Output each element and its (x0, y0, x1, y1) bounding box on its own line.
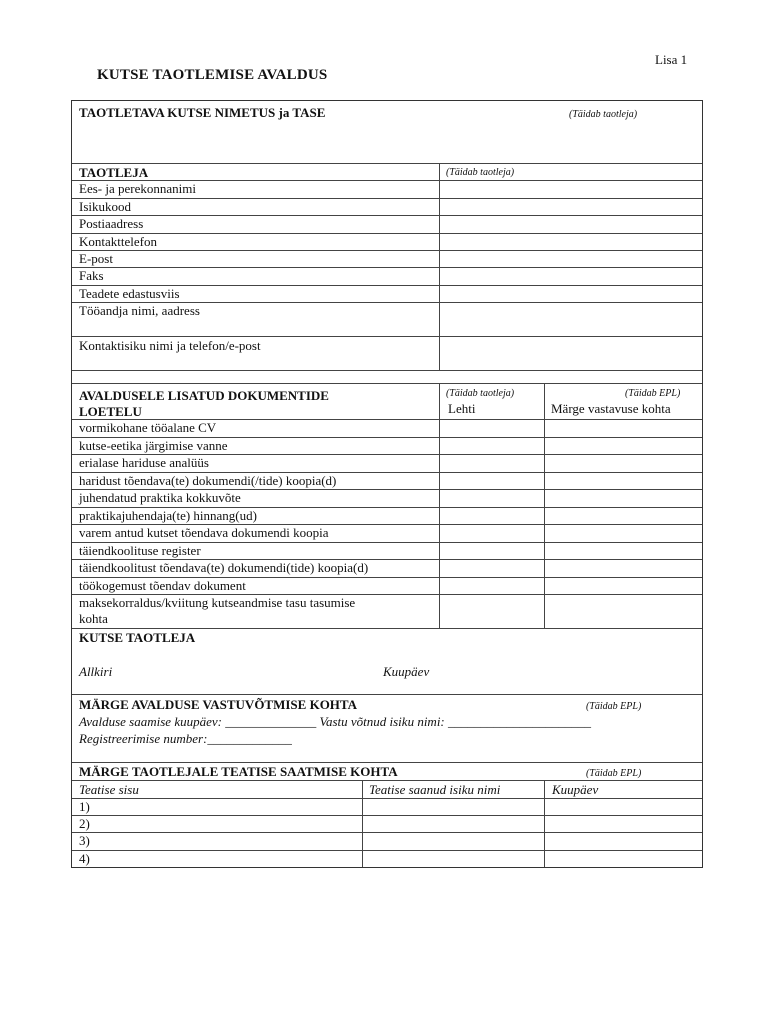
divider (72, 370, 702, 371)
divider (72, 215, 702, 216)
receipt-heading: MÄRGE AVALDUSE VASTUVÕTMISE KOHTA (79, 697, 358, 712)
field-id-code-label: Isikukood (79, 199, 131, 214)
documents-heading-line2: LOETELU (79, 404, 142, 419)
document-item: praktikajuhendaja(te) hinnang(ud) (79, 508, 257, 523)
divider (72, 694, 702, 695)
document-item: maksekorraldus/kviitung kutseandmise tasu tasumise (79, 595, 356, 610)
notice-row-number: 3) (79, 833, 90, 848)
document-item: kutse-eetika järgimise vanne (79, 438, 228, 453)
document-item: täiendkoolitust tõendava(te) dokumendi(tide) koopia(d) (79, 560, 369, 575)
divider (72, 336, 702, 337)
column-notice-content-header: Teatise sisu (79, 782, 139, 797)
divider (72, 815, 702, 816)
divider (72, 832, 702, 833)
applicant-note: (Täidab taotleja) (446, 167, 515, 178)
field-phone-label: Kontakttelefon (79, 234, 157, 249)
appendix-label: Lisa 1 (655, 52, 688, 67)
column-pages-header: Lehti (448, 401, 476, 416)
divider (72, 233, 702, 234)
field-email-label: E-post (79, 251, 113, 266)
notice-heading: MÄRGE TAOTLEJALE TEATISE SAATMISE KOHTA (79, 764, 398, 779)
divider (72, 780, 702, 781)
divider (72, 383, 702, 384)
field-employer-label: Tööandja nimi, aadress (79, 303, 200, 318)
documents-note-applicant: (Täidab taotleja) (446, 388, 515, 399)
notice-row-number: 2) (79, 816, 90, 831)
signature-date-label: Kuupäev (383, 664, 430, 679)
receipt-note: (Täidab EPL) (586, 701, 642, 712)
application-form (71, 100, 703, 868)
column-date-header: Kuupäev (552, 782, 599, 797)
field-name-label: Ees- ja perekonnanimi (79, 181, 196, 196)
notice-row-number: 4) (79, 851, 90, 866)
occupation-input[interactable] (172, 125, 592, 155)
document-item: vormikohane tööalane CV (79, 420, 217, 435)
receipt-date-line: Avalduse saamise kuupäev: ______________ Vastu võtnud isiku nimi: ______________________ (79, 714, 592, 729)
occupation-note: (Täidab taotleja) (569, 109, 638, 120)
field-contact-person-label: Kontaktisiku nimi ja telefon/e-post (79, 338, 261, 353)
column-conformity-header: Märge vastavuse kohta (551, 401, 671, 416)
divider (72, 267, 702, 268)
registration-number-line: Registreerimise number:_____________ (79, 731, 292, 746)
divider (72, 250, 702, 251)
applicant-heading: TAOTLEJA (79, 165, 149, 180)
document-item: varem antud kutset tõendava dokumendi koopia (79, 525, 329, 540)
divider (72, 762, 702, 763)
document-item: haridust tõendava(te) dokumendi(/tide) koopia(d) (79, 473, 337, 488)
divider (72, 850, 702, 851)
document-item: töökogemust tõendav dokument (79, 578, 246, 593)
divider (72, 198, 702, 199)
field-notification-method-label: Teadete edastusviis (79, 286, 180, 301)
field-postal-address-label: Postiaadress (79, 216, 144, 231)
divider (72, 163, 702, 164)
column-recipient-name-header: Teatise saanud isiku nimi (369, 782, 501, 797)
divider (72, 798, 702, 799)
divider (362, 780, 363, 867)
notice-row-number: 1) (79, 799, 90, 814)
document-item: erialase hariduse analüüs (79, 455, 209, 470)
occupation-heading: TAOTLETAVA KUTSE NIMETUS ja TASE (79, 105, 326, 120)
signature-label: Allkiri (79, 664, 113, 679)
document-title: KUTSE TAOTLEMISE AVALDUS (97, 67, 328, 83)
notice-note: (Täidab EPL) (586, 768, 642, 779)
signature-heading: KUTSE TAOTLEJA (79, 630, 196, 645)
document-item: juhendatud praktika kokkuvõte (79, 490, 241, 505)
document-item: täiendkoolituse register (79, 543, 201, 558)
field-fax-label: Faks (79, 268, 104, 283)
documents-heading-line1: AVALDUSELE LISATUD DOKUMENTIDE (79, 388, 329, 403)
document-item-continuation: kohta (79, 611, 108, 626)
documents-note-epl: (Täidab EPL) (625, 388, 681, 399)
divider (544, 780, 545, 867)
divider (72, 628, 702, 629)
